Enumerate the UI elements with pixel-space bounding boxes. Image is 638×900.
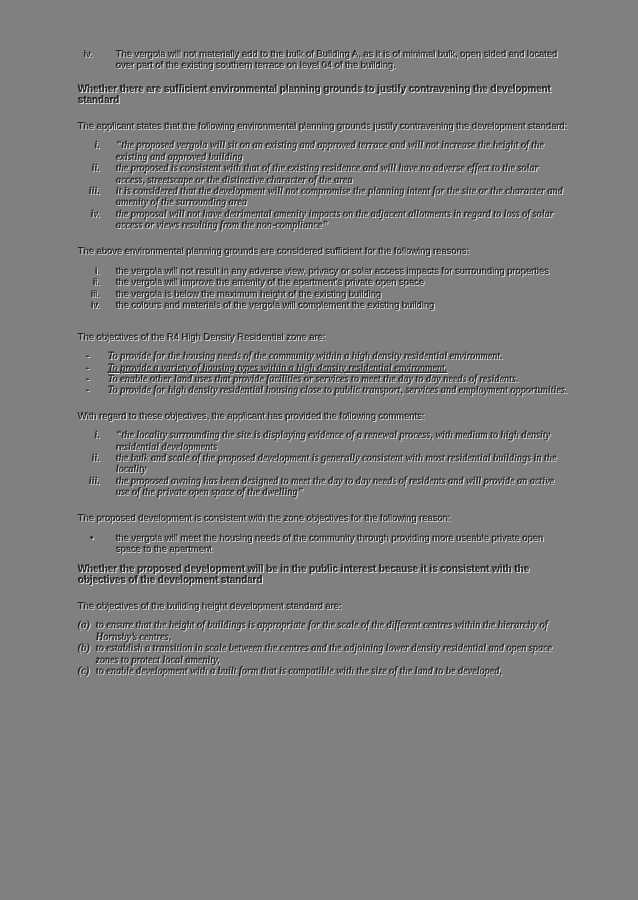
applicant-comments-intro: With regard to these objectives, the applicant has provided the following comments: [78, 409, 425, 421]
list-item [78, 374, 568, 385]
list-item [78, 453, 568, 476]
list-marker: iv. [91, 299, 100, 311]
list-marker: - [86, 373, 90, 385]
list-item [78, 532, 568, 555]
section-heading-environmental-grounds: Whether there are sufficient environmental planning grounds to justify contravening the development standard [78, 83, 552, 107]
applicant-quoted-grounds-list [78, 140, 568, 231]
applicant-statement-intro: The applicant states that the following environmental planning grounds justify contravening the development standard: [78, 120, 568, 131]
list-item-text: To enable other land uses that provide facilities or services to meet the day to day needs of residents. [108, 373, 519, 385]
section-heading-public-interest: Whether the proposed development will be in the public interest because it is consistent with the objectives of the development standard [78, 563, 530, 587]
list-item [78, 209, 568, 232]
list-item-text: The vergola will not materially add to the bulk of Building A, as it is of minimal bulk, open sided and located over part of the existing southern terrace on level 04 of the building. [116, 48, 558, 71]
list-item [78, 643, 568, 666]
list-item [78, 186, 568, 209]
list-item [78, 620, 568, 643]
list-marker: ii. [91, 163, 100, 175]
list-marker: (b) [78, 643, 90, 655]
list-item [78, 288, 568, 299]
list-item [78, 299, 568, 310]
list-item [78, 163, 568, 186]
list-marker: - [86, 351, 90, 363]
zone-consistency-intro: The proposed development is consistent with the zone objectives for the following reason: [78, 511, 451, 523]
list-item-text: To provide for the housing needs of the community within a high density residential environment. [108, 351, 503, 363]
applicant-comments-list [78, 430, 568, 498]
list-item-text: the bulk and scale of the proposed development is generally consistent with most residential buildings in the locality [116, 452, 557, 476]
zone-objectives-list [78, 351, 568, 397]
reasons-list [78, 265, 568, 311]
list-marker: iv. [90, 208, 100, 220]
list-item-text: To provide for high density residential housing close to public transport, services and employment opportunities. [108, 385, 568, 397]
height-objectives-intro: The objectives of the building height development standard are: [78, 599, 342, 611]
list-item-text: to ensure that the height of buildings is appropriate for the scale of the different centres within the hierarchy of Hornsby’s centres, [96, 620, 548, 643]
list-item-text: the proposed awning has been designed to meet the day to day needs of residents and will provide an active use of the private open space of the dwelling” [116, 475, 555, 499]
reasons-intro: The above environmental planning grounds are considered sufficient for the following reasons: [78, 244, 470, 256]
list-item [78, 265, 568, 276]
list-item [78, 666, 568, 677]
list-item-text: the vergola will not result in any adverse view, privacy or solar access impacts for surrounding properties [116, 265, 550, 277]
list-marker: ii. [91, 452, 100, 464]
list-item-text: it is considered that the development will not compromise the planning intent for the site or the character and amenity of the surrounding area [116, 186, 563, 209]
list-item [78, 385, 568, 396]
list-marker: i. [95, 265, 100, 277]
list-marker: iv. [84, 48, 93, 59]
list-item-text: To provide a variety of housing types within a high density residential environment. [108, 362, 448, 374]
list-item-text: the proposed is consistent with that of the existing residence and will have no adverse effect to the solar access, streetscape or the distinctive character of the area [116, 163, 539, 186]
list-item-text: “the proposed vergola will sit on an existing and approved terrace and will not increase the height of the existing and approved building [116, 140, 545, 163]
list-item-text: the colours and materials of the vergola will complement the existing building [116, 299, 435, 311]
list-marker: iii. [88, 186, 100, 198]
list-marker: i. [94, 140, 100, 152]
list-item [78, 363, 568, 374]
list-marker: (a) [78, 620, 90, 632]
list-marker: ii. [93, 276, 100, 288]
list-item [78, 351, 568, 362]
list-item [78, 476, 568, 499]
bullet-icon: • [90, 531, 94, 543]
list-item-top [78, 48, 568, 71]
list-item [78, 276, 568, 287]
list-marker: iii. [91, 287, 100, 299]
list-marker: iii. [88, 475, 100, 487]
list-item [78, 430, 568, 453]
list-marker: i. [94, 430, 100, 442]
list-item-text: to establish a transition in scale between the centres and the adjoining lower density residential and open space zones to protect local amenity, [96, 643, 553, 666]
list-marker: (c) [78, 666, 90, 677]
list-item-text: the vergola is below the maximum height of the existing building [116, 287, 382, 299]
list-item-text: the vergola will meet the housing needs of the community through providing more useable private open space to the apartment [116, 531, 544, 555]
zone-consistency-list [78, 532, 568, 555]
list-item-text: the vergola will improve the amenity of the apartment's private open space [116, 276, 425, 288]
list-marker: - [86, 362, 90, 374]
list-item-text: “the locality surrounding the site is displaying evidence of a renewal process, with medium to high density residential developments [116, 430, 551, 453]
zone-objectives-intro: The objectives of the R4 High Density Residential zone are: [78, 330, 326, 342]
list-item-text: to enable development with a built form that is compatible with the size of the land to be developed, [96, 666, 503, 677]
list-marker: - [86, 385, 90, 397]
list-item [78, 140, 568, 163]
height-objectives-list [78, 620, 568, 677]
list-item-text: the proposal will not have detrimental amenity impacts on the adjacent allotments in regard to loss of solar access or views resulting from the non-compliance” [116, 208, 554, 232]
